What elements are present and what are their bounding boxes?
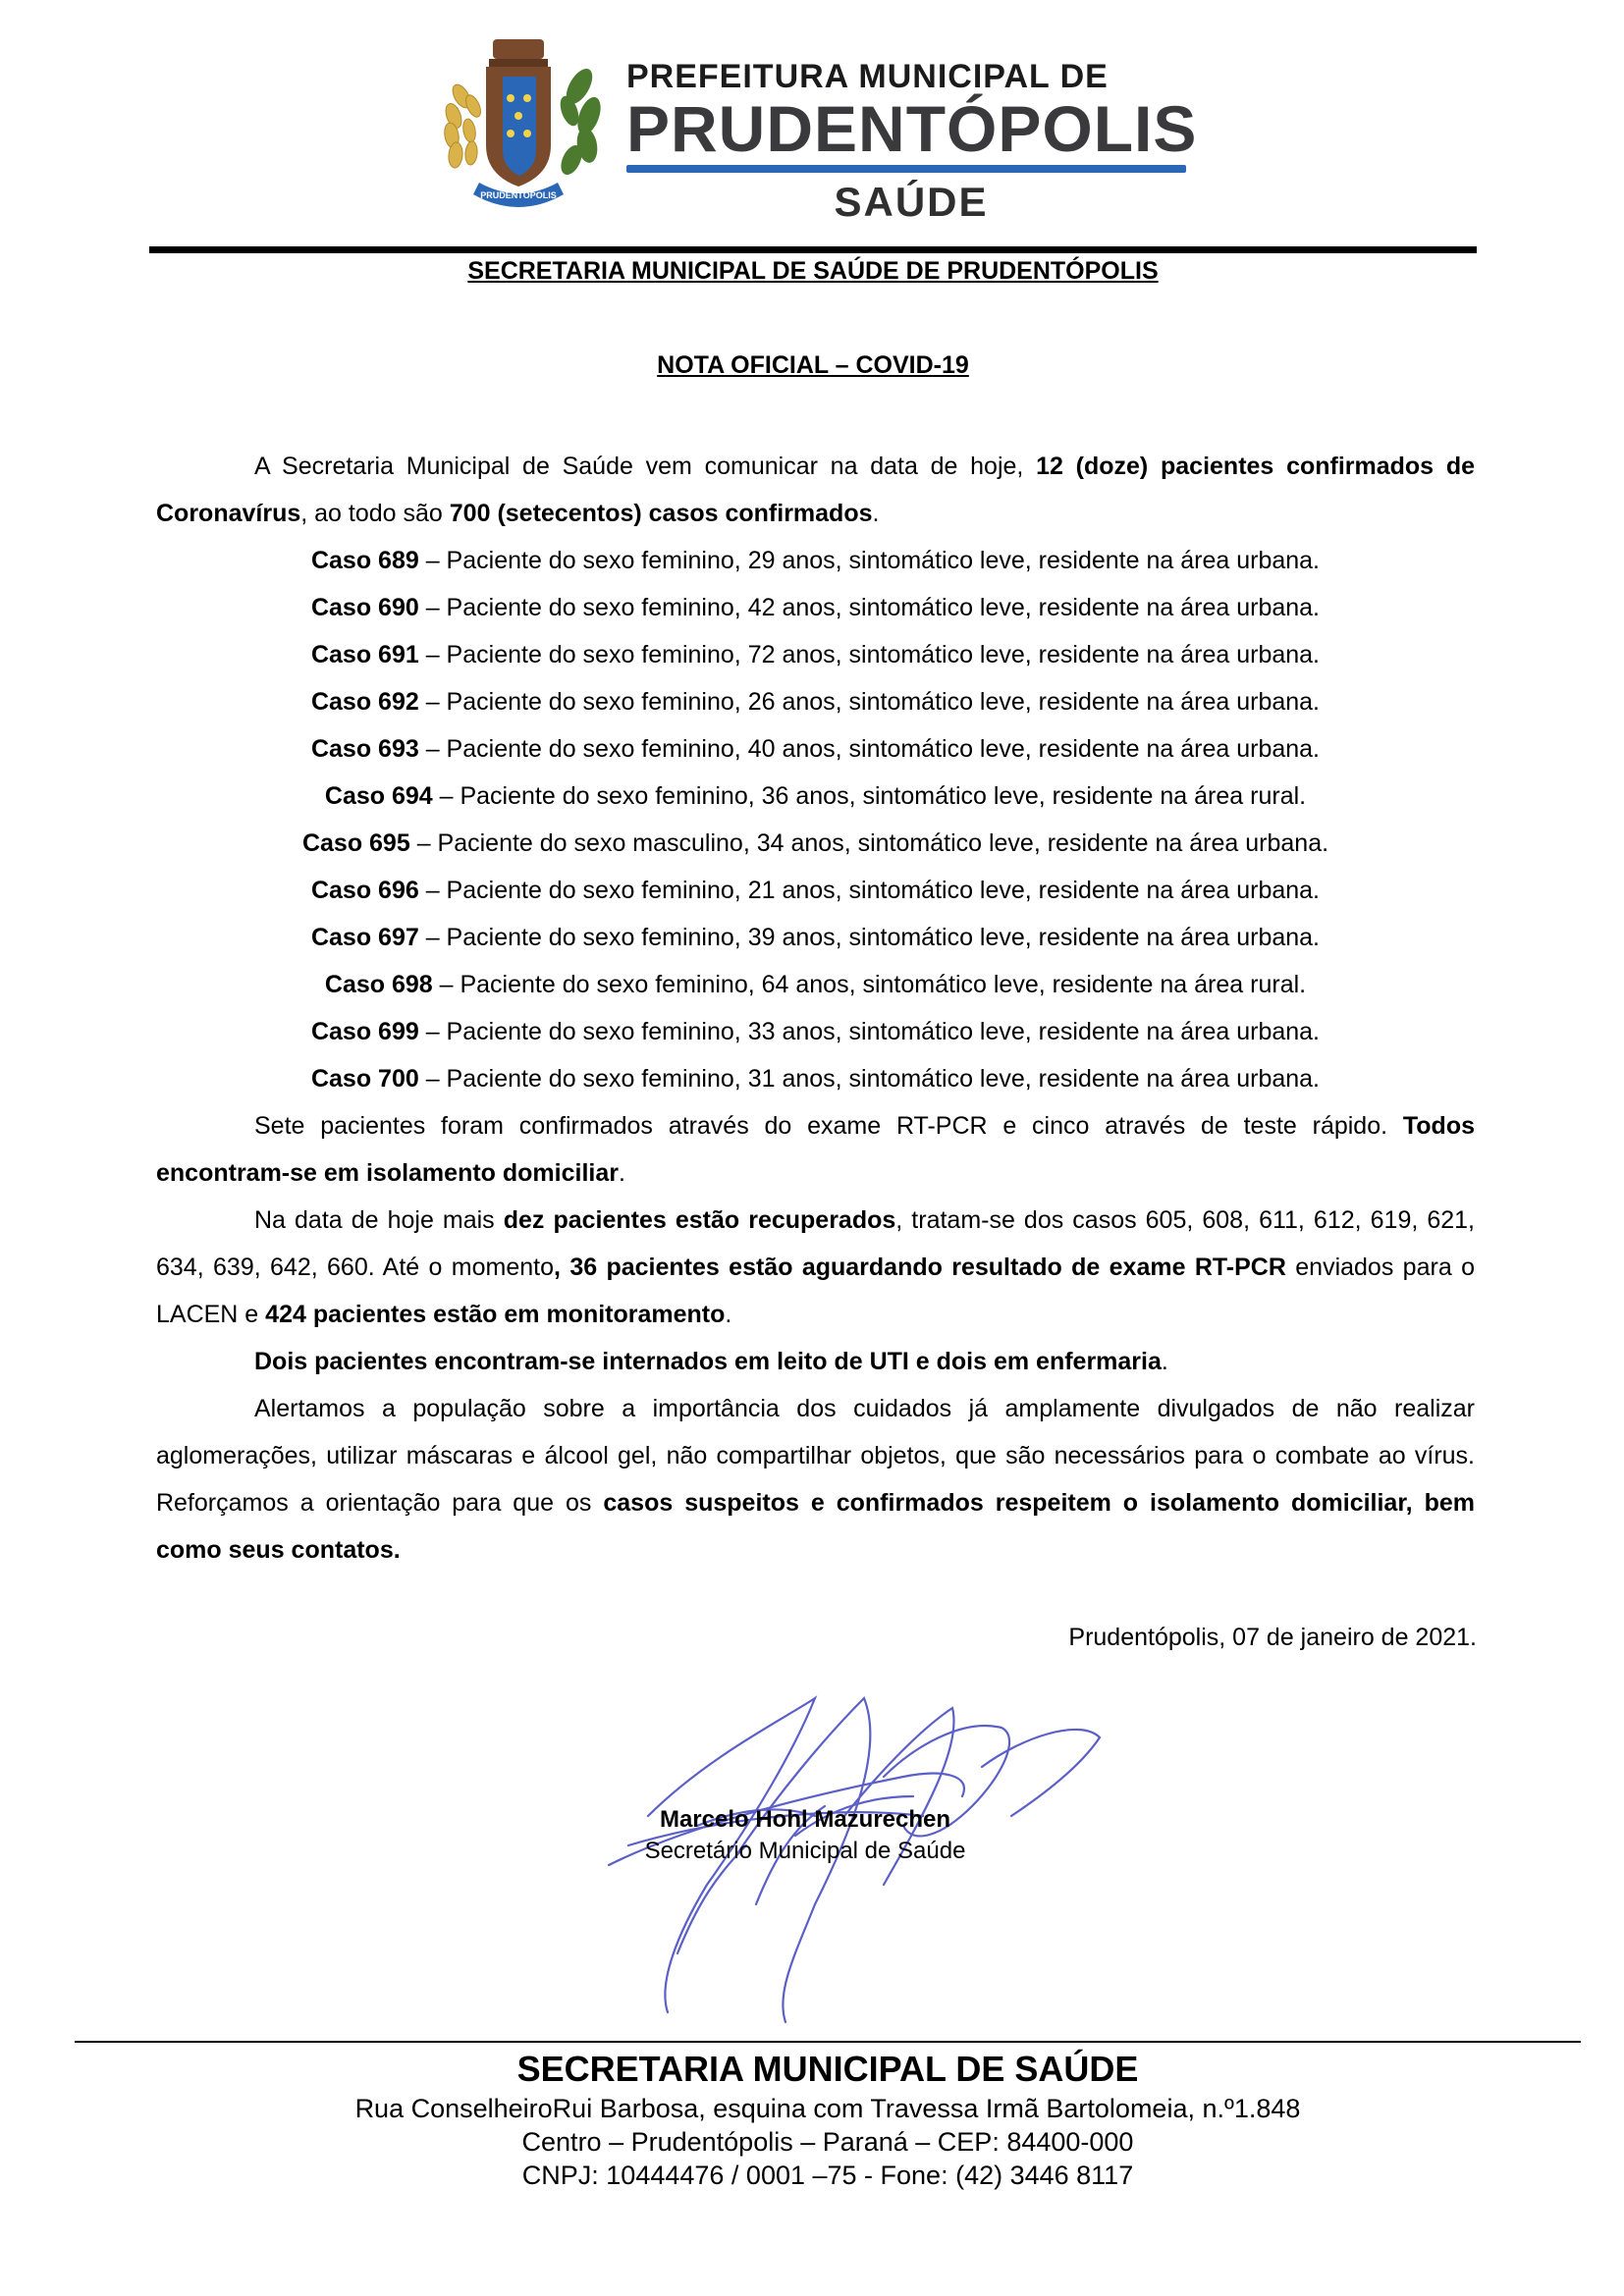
- bold-run: 424 pacientes estão em monitoramento: [265, 1301, 726, 1328]
- case-text: – Paciente do sexo feminino, 33 anos, sintomático leve, residente na área urbana.: [418, 1018, 1321, 1045]
- text-run: .: [872, 500, 880, 527]
- case-text: – Paciente do sexo feminino, 36 anos, sintomático leve, residente na área rural.: [432, 782, 1307, 810]
- alert-paragraph: [156, 1385, 1475, 1574]
- case-text: – Paciente do sexo feminino, 39 anos, sintomático leve, residente na área urbana.: [418, 924, 1321, 951]
- case-line: [156, 678, 1475, 725]
- text-run: A Secretaria Municipal de Saúde vem comunicar na data de hoje,: [254, 453, 1037, 480]
- recovered-paragraph: [156, 1197, 1475, 1338]
- bold-run: 12 (doze) pacientes confirmados de Coronavírus: [156, 453, 1476, 527]
- brand-city-name: PRUDENTÓPOLIS: [626, 92, 1198, 165]
- text-run: , ao todo são: [300, 500, 450, 527]
- signer-role: Secretário Municipal de Saúde: [644, 1838, 966, 1864]
- case-label: Caso 699: [310, 1018, 419, 1045]
- bold-run: , 36 pacientes estão aguardando resultado de exame RT-PCR: [554, 1254, 1286, 1281]
- case-line: [156, 914, 1475, 961]
- brand-text: [626, 59, 1216, 226]
- case-text: – Paciente do sexo feminino, 64 anos, sintomático leve, residente na área rural.: [432, 971, 1307, 998]
- case-label: Caso 692: [310, 688, 419, 716]
- case-line: [156, 867, 1475, 914]
- case-line: [156, 773, 1475, 820]
- letterhead-logo: [432, 29, 1218, 225]
- case-label: Caso 691: [310, 641, 419, 668]
- bold-run: 700 (setecentos) casos confirmados: [449, 500, 873, 527]
- text-run: , tratam-se dos casos 605, 608, 611, 612, 619, 621, 634, 639, 642, 660. Até o momento: [156, 1206, 1476, 1281]
- text-run: Alertamos a população sobre a importância dos cuidados já amplamente divulgados de não realizar aglomerações, utilizar máscaras e álcool gel, não compartilhar objetos, que são necessários para o combate ao vírus. Reforçamos a orientação para que os: [156, 1395, 1475, 1517]
- case-line: [156, 820, 1475, 867]
- case-label: Caso 697: [310, 924, 419, 951]
- case-line: [156, 631, 1475, 678]
- text-run: Sete pacientes foram confirmados através do exame RT-PCR e cinco através de teste rápido.: [254, 1112, 1403, 1140]
- signer-name: Marcelo Hohl Mazurechen: [659, 1806, 951, 1833]
- secretaria-title: SECRETARIA MUNICIPAL DE SAÚDE DE PRUDENTÓPOLIS: [467, 257, 1159, 285]
- case-label: Caso 696: [310, 877, 419, 904]
- bold-run: casos suspeitos e confirmados respeitem o isolamento domiciliar, bem como seus contatos.: [156, 1489, 1475, 1564]
- footer-city: Centro – Prudentópolis – Paraná – CEP: 84400-000: [521, 2127, 1134, 2157]
- tests-paragraph: [156, 1102, 1475, 1197]
- text-run: Na data de hoje mais: [254, 1206, 504, 1234]
- bold-run: Dois pacientes encontram-se internados em leito de UTI e dois em enfermaria: [254, 1348, 1162, 1375]
- case-line: [156, 1008, 1475, 1055]
- case-text: – Paciente do sexo feminino, 29 anos, sintomático leve, residente na área urbana.: [418, 547, 1321, 574]
- brand-prefeitura: PREFEITURA MUNICIPAL DE: [626, 58, 1109, 95]
- case-line: [156, 1055, 1475, 1102]
- document-body: [156, 443, 1475, 1574]
- case-line: [156, 961, 1475, 1008]
- footer-title: SECRETARIA MUNICIPAL DE SAÚDE: [516, 2049, 1139, 2089]
- case-text: – Paciente do sexo feminino, 72 anos, sintomático leve, residente na área urbana.: [418, 641, 1321, 668]
- case-text: – Paciente do sexo feminino, 42 anos, sintomático leve, residente na área urbana.: [418, 594, 1321, 621]
- header-divider: [149, 246, 1477, 253]
- footer-divider: [75, 2041, 1581, 2043]
- case-text: – Paciente do sexo feminino, 26 anos, sintomático leve, residente na área urbana.: [418, 688, 1321, 716]
- crest-ribbon-text: PRUDENTÓPOLIS: [480, 190, 557, 200]
- bold-run: Todos encontram-se em isolamento domiciliar: [156, 1112, 1475, 1187]
- nota-oficial-title: NOTA OFICIAL – COVID-19: [657, 351, 969, 379]
- footer-contact: CNPJ: 10444476 / 0001 –75 - Fone: (42) 3446 8117: [521, 2161, 1134, 2190]
- case-label: Caso 693: [310, 735, 419, 763]
- case-text: – Paciente do sexo feminino, 40 anos, sintomático leve, residente na área urbana.: [418, 735, 1321, 763]
- text-run: .: [725, 1301, 732, 1328]
- case-label: Caso 689: [310, 547, 419, 574]
- case-text: – Paciente do sexo masculino, 34 anos, sintomático leve, residente na área urbana.: [409, 829, 1329, 857]
- bold-run: dez pacientes estão recuperados: [503, 1206, 896, 1234]
- case-label: Caso 700: [310, 1065, 419, 1093]
- case-label: Caso 690: [310, 594, 419, 621]
- case-label: Caso 698: [324, 971, 433, 998]
- case-label: Caso 694: [324, 782, 433, 810]
- document-date: Prudentópolis, 07 de janeiro de 2021.: [1068, 1624, 1477, 1651]
- text-run: .: [618, 1159, 625, 1187]
- footer-address: Rua ConselheiroRui Barbosa, esquina com Travessa Irmã Bartolomeia, n.º1.848: [354, 2094, 1301, 2123]
- hospital-paragraph: [156, 1338, 1475, 1385]
- brand-saude: SAÚDE: [834, 179, 989, 225]
- case-text: – Paciente do sexo feminino, 31 anos, sintomático leve, residente na área urbana.: [418, 1065, 1321, 1093]
- case-line: [156, 725, 1475, 773]
- footer: [75, 2047, 1581, 2192]
- case-text: – Paciente do sexo feminino, 21 anos, sintomático leve, residente na área urbana.: [418, 877, 1321, 904]
- case-label: Caso 695: [301, 829, 410, 857]
- case-line: [156, 584, 1475, 631]
- brand-underline: [626, 165, 1186, 173]
- municipal-crest-logo: [432, 37, 604, 214]
- text-run: enviados para o LACEN e: [156, 1254, 1475, 1328]
- text-run: .: [1161, 1348, 1168, 1375]
- intro-paragraph: [156, 443, 1475, 537]
- case-line: [156, 537, 1475, 584]
